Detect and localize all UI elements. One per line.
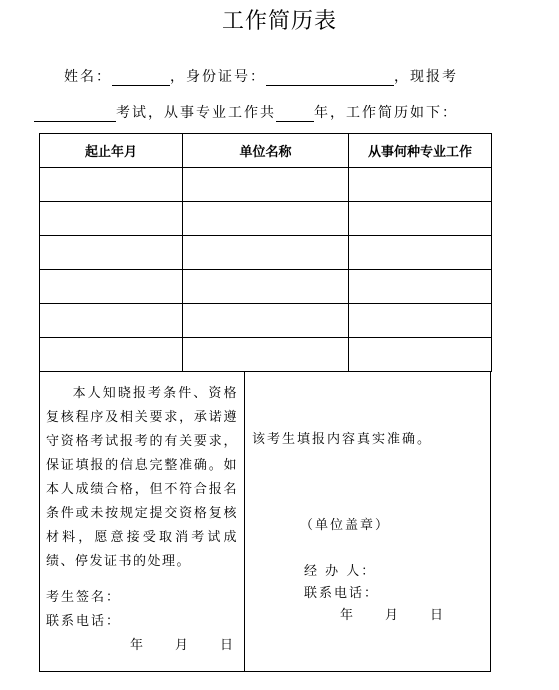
section-divider [244,372,245,671]
candidate-date: 年 月 日 [130,638,236,653]
years-suffix-label: 年，工作简历如下： [314,105,458,121]
table-cell[interactable] [183,270,349,304]
table-cell[interactable] [40,304,183,338]
header-line-2 [34,102,458,122]
unit-confirm-text: 该考生填报内容真实准确。 [252,432,433,447]
table-cell[interactable] [40,202,183,236]
apply-label: ，现报考 [394,69,458,85]
exam-suffix-label: 考试，从事专业工作共 [116,105,276,121]
table-row [40,236,492,270]
table-cell[interactable] [183,236,349,270]
table-row [40,168,492,202]
table-cell[interactable] [183,168,349,202]
table-row [40,304,492,338]
table-cell[interactable] [183,338,349,372]
candidate-declaration [46,382,238,574]
unit-seal-text: （单位盖章） [300,518,391,533]
declaration-text: 本人知晓报考条件、资格复核程序及相关要求，承诺遵守资格考试报考的有关要求，保证填报的信息完整准确。如本人成绩合格，但不符合报名条件或未按规定提交资格复核材料，愿意接受取消考试成绩、停发证书的处理。 [46,386,238,569]
table-cell[interactable] [40,270,183,304]
column-header-profession: 从事何种专业工作 [349,134,492,168]
signature-label: 考生签名： [46,590,122,605]
table-row [40,202,492,236]
table-cell[interactable] [349,270,492,304]
declaration-section [39,372,491,672]
table-header-row [40,134,492,168]
table-cell[interactable] [40,236,183,270]
resume-table [39,133,492,372]
table-cell[interactable] [349,338,492,372]
id-number-field[interactable] [266,69,394,86]
header-line-1 [64,66,458,86]
handler-label: 经 办 人： [304,564,377,579]
column-header-employer: 单位名称 [183,134,349,168]
table-cell[interactable] [40,338,183,372]
exam-name-field[interactable] [34,105,116,122]
id-label: ，身份证号： [170,69,266,85]
table-cell[interactable] [183,304,349,338]
unit-phone-label: 联系电话： [304,586,380,601]
table-cell[interactable] [183,202,349,236]
column-header-period: 起止年月 [40,134,183,168]
candidate-phone-label: 联系电话： [46,614,122,629]
table-row [40,338,492,372]
name-label: 姓名： [64,69,112,85]
table-row [40,270,492,304]
table-cell[interactable] [349,168,492,202]
table-cell[interactable] [40,168,183,202]
unit-date: 年 月 日 [340,608,446,623]
page-title: 工作简历表 [221,9,337,34]
name-field[interactable] [112,69,170,86]
table-cell[interactable] [349,304,492,338]
table-cell[interactable] [349,236,492,270]
table-cell[interactable] [349,202,492,236]
years-field[interactable] [276,105,314,122]
